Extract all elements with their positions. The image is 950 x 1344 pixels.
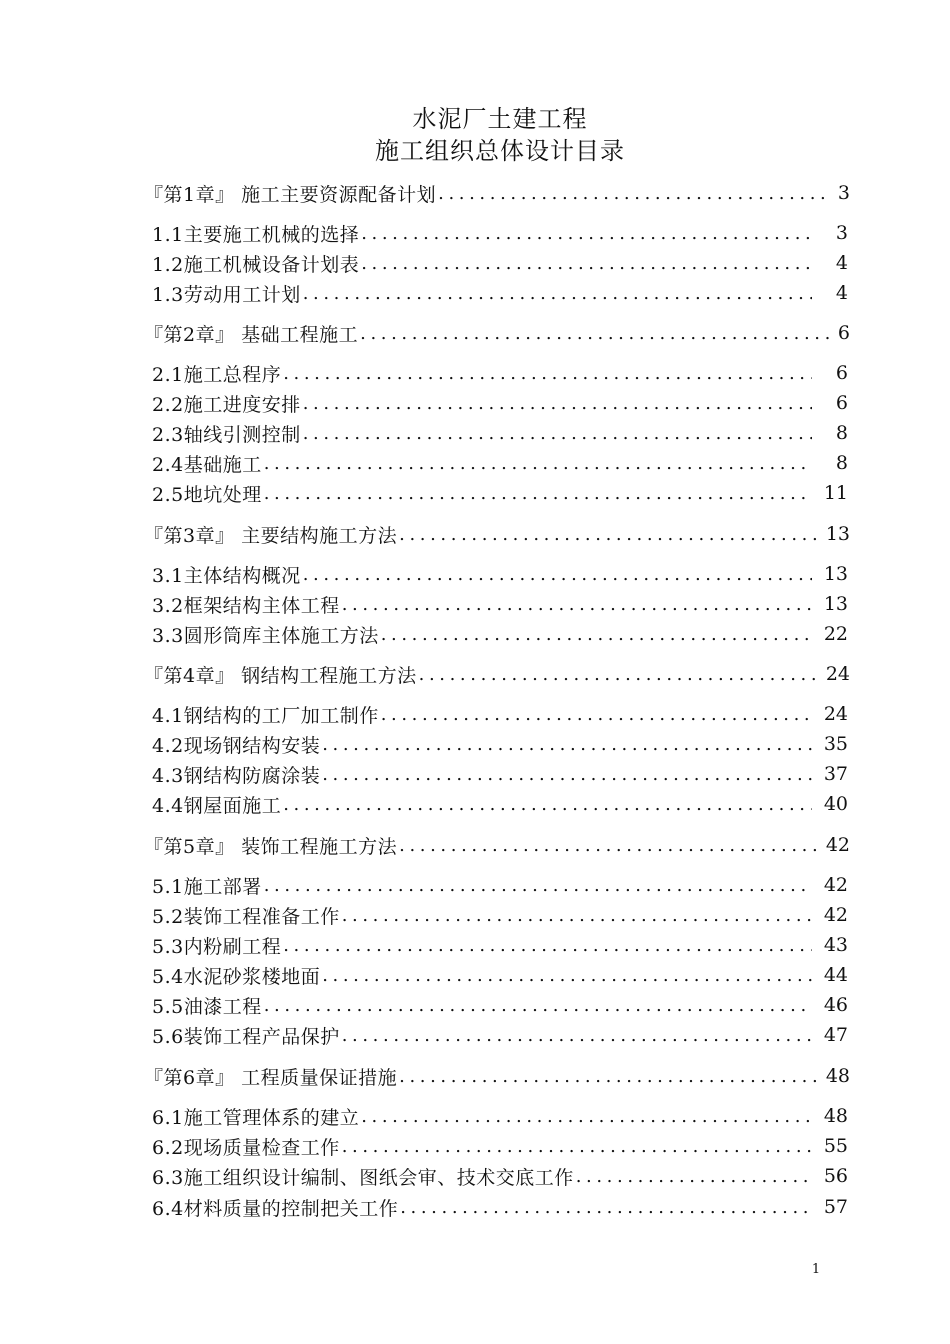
toc-dot-leader <box>419 660 820 690</box>
toc-entry-title: 2.1施工总程序 <box>152 363 282 386</box>
toc-dot-leader <box>361 1102 812 1132</box>
toc-section-entry <box>152 388 848 418</box>
toc-page-number: 4 <box>835 252 848 274</box>
toc-entry-title: 『第6章』 工程质量保证措施 <box>144 1066 398 1089</box>
toc-dot-leader <box>264 479 812 509</box>
toc-section-entry <box>152 278 848 308</box>
toc-entry-title: 1.2施工机械设备计划表 <box>152 253 360 276</box>
toc-entry-title: 6.4材料质量的控制把关工作 <box>152 1197 399 1220</box>
toc-section-entry <box>152 218 848 248</box>
toc-dot-leader <box>361 249 812 279</box>
toc-entry-title: 5.1施工部署 <box>152 875 262 898</box>
toc-entry-title: 6.3施工组织设计编制、图纸会审、技术交底工作 <box>152 1166 574 1189</box>
toc-page-number: 43 <box>823 934 848 956</box>
toc-section-entry <box>152 248 848 278</box>
toc-page-number: 24 <box>825 663 850 685</box>
toc-entry-title: 4.1钢结构的工厂加工制作 <box>152 704 379 727</box>
toc-page-number: 48 <box>825 1065 850 1087</box>
toc-entry-title: 『第3章』 主要结构施工方法 <box>144 524 398 547</box>
toc-page-number: 4 <box>835 282 848 304</box>
toc-page-number: 6 <box>837 322 850 344</box>
toc-dot-leader <box>303 560 812 590</box>
toc-entry-title: 6.2现场质量检查工作 <box>152 1136 340 1159</box>
toc-dot-leader <box>342 1021 812 1051</box>
toc-entry-title: 1.3劳动用工计划 <box>152 283 301 306</box>
toc-page-number: 22 <box>823 623 848 645</box>
toc-entry-title: 4.2现场钢结构安装 <box>152 734 321 757</box>
toc-dot-leader <box>283 790 812 820</box>
toc-chapter-entry <box>144 519 850 549</box>
toc-dot-leader <box>399 831 820 861</box>
toc-entry-title: 3.1主体结构概况 <box>152 564 301 587</box>
toc-dot-leader <box>322 760 812 790</box>
toc-dot-leader <box>303 279 812 309</box>
toc-dot-leader <box>342 1132 812 1162</box>
toc-page-number: 57 <box>823 1196 848 1218</box>
toc-entry-title: 『第2章』 基础工程施工 <box>144 323 359 346</box>
toc-page-number: 44 <box>823 964 848 986</box>
toc-dot-leader <box>342 901 812 931</box>
toc-page-number: 55 <box>823 1135 848 1157</box>
toc-page-number: 3 <box>837 182 850 204</box>
toc-entry-title: 1.1主要施工机械的选择 <box>152 223 360 246</box>
document-subtitle: 施工组织总体设计目录 <box>375 137 625 165</box>
toc-section-entry <box>152 1101 848 1131</box>
toc-page-number: 3 <box>835 222 848 244</box>
toc-dot-leader <box>264 449 812 479</box>
toc-chapter-entry <box>144 1061 850 1091</box>
toc-page-number: 13 <box>825 523 850 545</box>
toc-dot-leader <box>322 730 812 760</box>
toc-dot-leader <box>438 179 830 209</box>
toc-dot-leader <box>264 871 812 901</box>
toc-dot-leader <box>381 620 812 650</box>
toc-entry-title: 4.4钢屋面施工 <box>152 794 282 817</box>
toc-section-entry <box>152 1161 848 1191</box>
toc-page-number: 11 <box>823 482 848 504</box>
toc-entry-title: 『第4章』 钢结构工程施工方法 <box>144 664 417 687</box>
toc-section-entry <box>152 589 848 619</box>
toc-entry-title: 2.3轴线引测控制 <box>152 423 301 446</box>
toc-dot-leader <box>400 1193 812 1223</box>
toc-dot-leader <box>399 520 820 550</box>
toc-page-number: 24 <box>823 703 848 725</box>
toc-section-entry <box>152 960 848 990</box>
toc-page-number: 56 <box>823 1165 848 1187</box>
toc-entry-title: 2.2施工进度安排 <box>152 393 301 416</box>
toc-entry-title: 5.6装饰工程产品保护 <box>152 1025 340 1048</box>
toc-entry-title: 5.4水泥砂浆楼地面 <box>152 965 321 988</box>
toc-page-number: 47 <box>823 1024 848 1046</box>
toc-page-number: 35 <box>823 733 848 755</box>
toc-chapter-entry <box>144 659 850 689</box>
toc-dot-leader <box>264 991 812 1021</box>
toc-section-entry <box>152 478 848 508</box>
toc-chapter-entry <box>144 178 850 208</box>
toc-section-entry <box>152 729 848 759</box>
toc-entry-title: 5.5油漆工程 <box>152 995 262 1018</box>
toc-page-number: 8 <box>835 452 848 474</box>
toc-section-entry <box>152 870 848 900</box>
toc-dot-leader <box>303 389 812 419</box>
toc-entry-title: 3.3圆形筒库主体施工方法 <box>152 624 379 647</box>
toc-dot-leader <box>360 319 830 349</box>
toc-entry-title: 『第1章』 施工主要资源配备计划 <box>144 183 437 206</box>
toc-dot-leader <box>399 1062 820 1092</box>
toc-section-entry <box>152 358 848 388</box>
toc-dot-leader <box>381 700 812 730</box>
toc-section-entry <box>152 448 848 478</box>
toc-section-entry <box>152 619 848 649</box>
toc-dot-leader <box>342 590 812 620</box>
toc-page-number: 46 <box>823 994 848 1016</box>
toc-entry-title: 5.2装饰工程准备工作 <box>152 905 340 928</box>
toc-dot-leader <box>303 419 812 449</box>
toc-entry-title: 『第5章』 装饰工程施工方法 <box>144 835 398 858</box>
toc-entry-title: 5.3内粉刷工程 <box>152 935 282 958</box>
toc-section-entry <box>152 900 848 930</box>
toc-dot-leader <box>322 961 812 991</box>
toc-dot-leader <box>361 219 812 249</box>
toc-chapter-entry <box>144 318 850 348</box>
toc-section-entry <box>152 930 848 960</box>
toc-section-entry <box>152 1192 848 1222</box>
toc-section-entry <box>152 789 848 819</box>
toc-page-number: 6 <box>835 362 848 384</box>
toc-entry-title: 4.3钢结构防腐涂装 <box>152 764 321 787</box>
toc-page-number: 37 <box>823 763 848 785</box>
toc-page-number: 13 <box>823 593 848 615</box>
toc-dot-leader <box>576 1162 812 1192</box>
toc-section-entry <box>152 1020 848 1050</box>
toc-page-number: 42 <box>823 904 848 926</box>
toc-section-entry <box>152 990 848 1020</box>
toc-section-entry <box>152 699 848 729</box>
document-title: 水泥厂土建工程 <box>412 105 588 133</box>
toc-section-entry <box>152 559 848 589</box>
toc-dot-leader <box>283 931 812 961</box>
toc-entry-title: 3.2框架结构主体工程 <box>152 594 340 617</box>
toc-page-number: 42 <box>823 874 848 896</box>
toc-entry-title: 6.1施工管理体系的建立 <box>152 1106 360 1129</box>
toc-page-number: 40 <box>823 793 848 815</box>
toc-page-number: 13 <box>823 563 848 585</box>
toc-entry-title: 2.5地坑处理 <box>152 483 262 506</box>
toc-page-number: 42 <box>825 834 850 856</box>
toc-page-number: 8 <box>835 422 848 444</box>
toc-entry-title: 2.4基础施工 <box>152 453 262 476</box>
toc-dot-leader <box>283 359 812 389</box>
toc-section-entry <box>152 759 848 789</box>
toc-page-number: 48 <box>823 1105 848 1127</box>
toc-page-number: 6 <box>835 392 848 414</box>
toc-chapter-entry <box>144 830 850 860</box>
toc-section-entry <box>152 418 848 448</box>
page-number: 1 <box>811 1262 821 1277</box>
toc-section-entry <box>152 1131 848 1161</box>
